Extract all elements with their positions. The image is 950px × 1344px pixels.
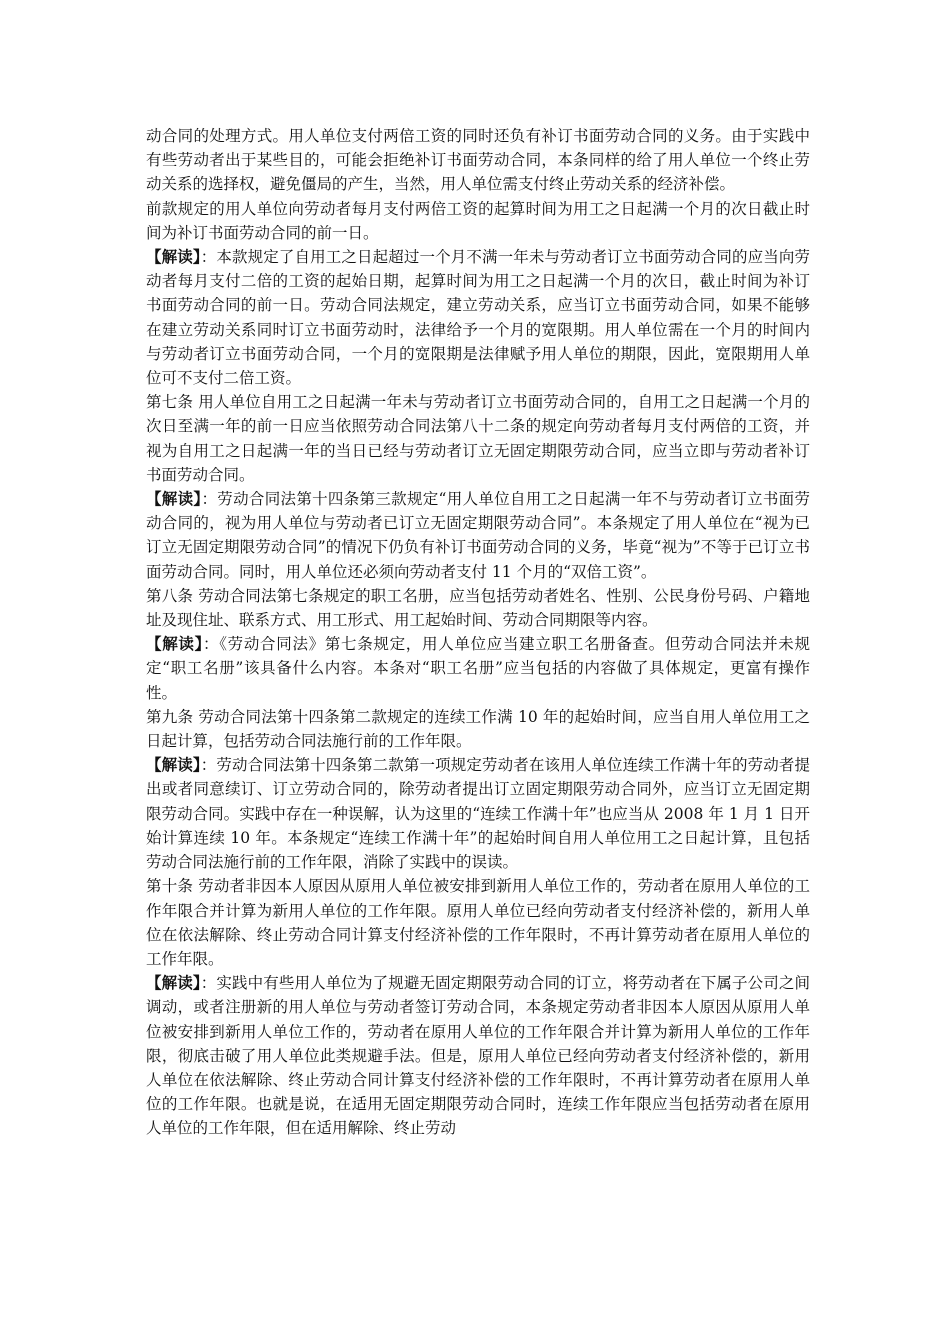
article-10 [146,874,810,971]
interpretation-label: 【解读】 [146,634,204,654]
article-9-interpretation [146,753,810,874]
article-9 [146,705,810,753]
paragraph-text: 第七条 用人单位自用工之日起满一年未与劳动者订立书面劳动合同的，自用工之日起满一个月的次日至满一年的前一日应当依照劳动合同法第八十二条的规定向劳动者每月支付两倍的工资，并视为自用工之日起满一年的当日已经与劳动者订立无固定期限劳动合同，应当立即与劳动者补订书面劳动合同。 [146,393,810,484]
interpretation-label: 【解读】 [146,755,201,775]
paragraph-text: 动合同的处理方式。用人单位支付两倍工资的同时还负有补订书面劳动合同的义务。由于实践中有些劳动者出于某些目的，可能会拒绝补订书面劳动合同，本条同样的给了用人单位一个终止劳动关系的选择权，避免僵局的产生，当然，用人单位需支付终止劳动关系的经济补偿。 [146,127,810,194]
paragraph-text: ：劳动合同法第十四条第二款第一项规定劳动者在该用人单位连续工作满十年的劳动者提出或者同意续订、订立劳动合同的，除劳动者提出订立固定期限劳动合同外，应当订立无固定期限劳动合同。实践中存在一种误解，认为这里的“连续工作满十年”也应当从 2008 年 1 月 1 日开始计算连续 10 年。本条规定“连续工作满十年”的起始时间自用人单位用工之日起计算，且包括劳动合同法施行前的工作年限，消除了实践中的误读。 [146,756,810,872]
interpretation-label: 【解读】 [146,489,202,509]
paragraph-text: 前款规定的用人单位向劳动者每月支付两倍工资的起算时间为用工之日起满一个月的次日截止时间为补订书面劳动合同的前一日。 [146,199,810,242]
article-8 [146,584,810,632]
document-page [146,124,810,1141]
interpretation-label: 【解读】 [146,973,201,993]
article-7-interpretation [146,487,810,584]
paragraph-text: ：实践中有些用人单位为了规避无固定期限劳动合同的订立，将劳动者在下属子公司之间调动，或者注册新的用人单位与劳动者签订劳动合同，本条规定劳动者非因本人原因从原用人单位被安排到新用人单位工作的，劳动者在原用人单位的工作年限合并计算为新用人单位的工作年限，彻底击破了用人单位此类规避手法。但是，原用人单位已经向劳动者支付经济补偿的，新用人单位在依法解除、终止劳动合同计算支付经济补偿的工作年限时，不再计算劳动者在原用人单位的工作年限。也就是说，在适用无固定期限劳动合同时，连续工作年限应当包括劳动者在原用人单位的工作年限，但在适用解除、终止劳动 [146,974,810,1138]
paragraph-text: 第十条 劳动者非因本人原因从原用人单位被安排到新用人单位工作的，劳动者在原用人单位的工作年限合并计算为新用人单位的工作年限。原用人单位已经向劳动者支付经济补偿的，新用人单位在依法解除、终止劳动合同计算支付经济补偿的工作年限时，不再计算劳动者在原用人单位的工作年限。 [146,877,810,968]
paragraph-text: ：本款规定了自用工之日起超过一个月不满一年未与劳动者订立书面劳动合同的应当向劳动者每月支付二倍的工资的起始日期，起算时间为用工之日起满一个月的次日，截止时间为补订书面劳动合同的前一日。劳动合同法规定，建立劳动关系，应当订立书面劳动合同，如果不能够在建立劳动关系同时订立书面劳动时，法律给予一个月的宽限期。用人单位需在一个月的时间内与劳动者订立书面劳动合同，一个月的宽限期是法律赋予用人单位的期限，因此，宽限期用人单位可不支付二倍工资。 [146,248,810,388]
paragraph-text: 第九条 劳动合同法第十四条第二款规定的连续工作满 10 年的起始时间，应当自用人单位用工之日起计算，包括劳动合同法施行前的工作年限。 [146,707,810,751]
paragraph-1 [146,124,810,197]
paragraph-text: 第八条 劳动合同法第七条规定的职工名册，应当包括劳动者姓名、性别、公民身份号码、户籍地址及现住址、联系方式、用工形式、用工起始时间、劳动合同期限等内容。 [146,586,810,630]
paragraph-text: ：《劳动合同法》第七条规定，用人单位应当建立职工名册备查。但劳动合同法并未规定“职工名册”该具备什么内容。本条对“职工名册”应当包括的内容做了具体规定，更富有操作性。 [146,635,810,702]
interpretation-label: 【解读】 [146,247,201,267]
article-10-interpretation [146,971,810,1140]
paragraph-2 [146,197,810,245]
paragraph-text: ：劳动合同法第十四条第三款规定“用人单位自用工之日起满一年不与劳动者订立书面劳动合同的，视为用人单位与劳动者已订立无固定期限劳动合同”。本条规定了用人单位在“视为已订立无固定期限劳动合同”的情况下仍负有补订书面劳动合同的义务，毕竟“视为”不等于已订立书面劳动合同。同时，用人单位还必须向劳动者支付 11 个月的“双倍工资”。 [146,490,810,581]
article-8-interpretation [146,632,810,705]
paragraph-3 [146,245,810,390]
article-7 [146,390,810,487]
